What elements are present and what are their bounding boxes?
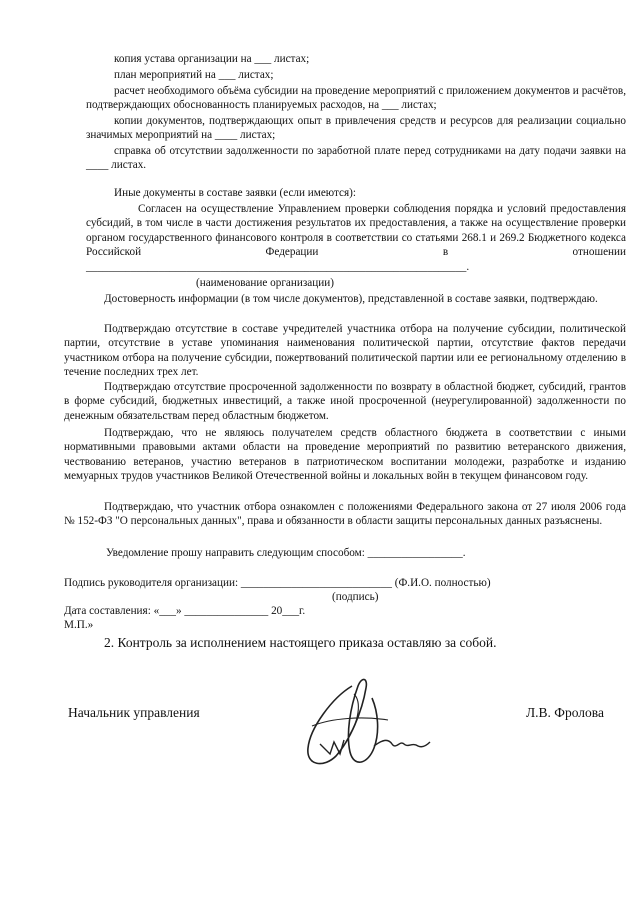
signature-line: Подпись руководителя организации: ___________________________ (Ф.И.О. полностью)	[64, 577, 491, 589]
handwritten-signature	[292, 668, 432, 778]
control-line: 2. Контроль за исполнением настоящего приказа оставляю за собой.	[104, 635, 497, 650]
list-item-experience: копии документов, подтверждающих опыт в привлечения средств и ресурсов для реализации социально значимых мероприятий на ____ листах;	[86, 115, 626, 142]
notification-line: Уведомление прошу направить следующим способом: _________________.	[106, 547, 466, 559]
list-item-no-debt-certificate: справка об отсутствии задолженности по заработной плате перед сотрудниками на дату подачи заявки на ____ листах.	[86, 145, 626, 172]
stamp-mark: М.П.»	[64, 619, 94, 631]
head-title: Начальник управления	[68, 705, 200, 720]
list-item-charter: копия устава организации на ___ листах;	[114, 53, 310, 65]
org-name-caption: (наименование организации)	[196, 277, 334, 289]
debt-paragraph: Подтверждаю отсутствие просроченной задолженности по возврату в областной бюджет, субсидий, грантов в форме субсидий, бюджетных инвестиций, а также иной просроченной (неурегулированной) задолженности по денежным обязательствам перед областным бюджетом.	[64, 381, 626, 422]
other-documents-line: Иные документы в составе заявки (если имеются):	[114, 187, 356, 199]
list-item-calculation: расчет необходимого объёма субсидии на проведение мероприятий с приложением документов и расчётов, подтверждающих обоснованность планируемых расходов, на ___ листах;	[86, 85, 626, 112]
parties-paragraph: Подтверждаю отсутствие в составе учредителей участника отбора на получение субсидии, политической партии, отсутствие в уставе упоминания наименования политической партии, отсутствие фактов передачи участником отбора на получение субсидии, пожертвований политической партии или ее региональному отделению в течение последних трех лет.	[64, 323, 626, 379]
head-name: Л.В. Фролова	[526, 705, 604, 720]
signature-caption: (подпись)	[332, 591, 379, 603]
not-recipient-paragraph: Подтверждаю, что не являюсь получателем средств областного бюджета в соответствии с иными нормативными правовыми актами области на проведение мероприятий по развитию ветеранского движения, чествованию ветеранов, участию ветеранов в патриотическом воспитании молодежи, разработке и изданию мемуарных трудов участников Великой Отечественной войны и локальных войн в текущем финансовом году.	[64, 427, 626, 483]
personal-data-paragraph: Подтверждаю, что участник отбора ознакомлен с положениями Федерального закона от 27 июля 2006 года № 152-ФЗ "О персональных данных", права и обязанности в области защиты персональных данных разъяснены.	[64, 501, 626, 528]
consent-paragraph: Согласен на осуществление Управлением проверки соблюдения порядка и условий предоставления субсидий, в том числе в части достижения результатов их предоставления, а также на осуществление проверки органом государственного финансового контроля в соответствии со статьями 268.1 и 269.2 Бюджетного кодекса Российской Федерации в отношении ____________________________________________________________________.	[86, 203, 626, 273]
reliability-paragraph: Достоверность информации (в том числе документов), представленной в составе заявки, подтверждаю.	[104, 293, 598, 305]
list-item-plan: план мероприятий на ___ листах;	[114, 69, 274, 81]
date-line: Дата составления: «___» _______________ 20___г.	[64, 605, 306, 617]
